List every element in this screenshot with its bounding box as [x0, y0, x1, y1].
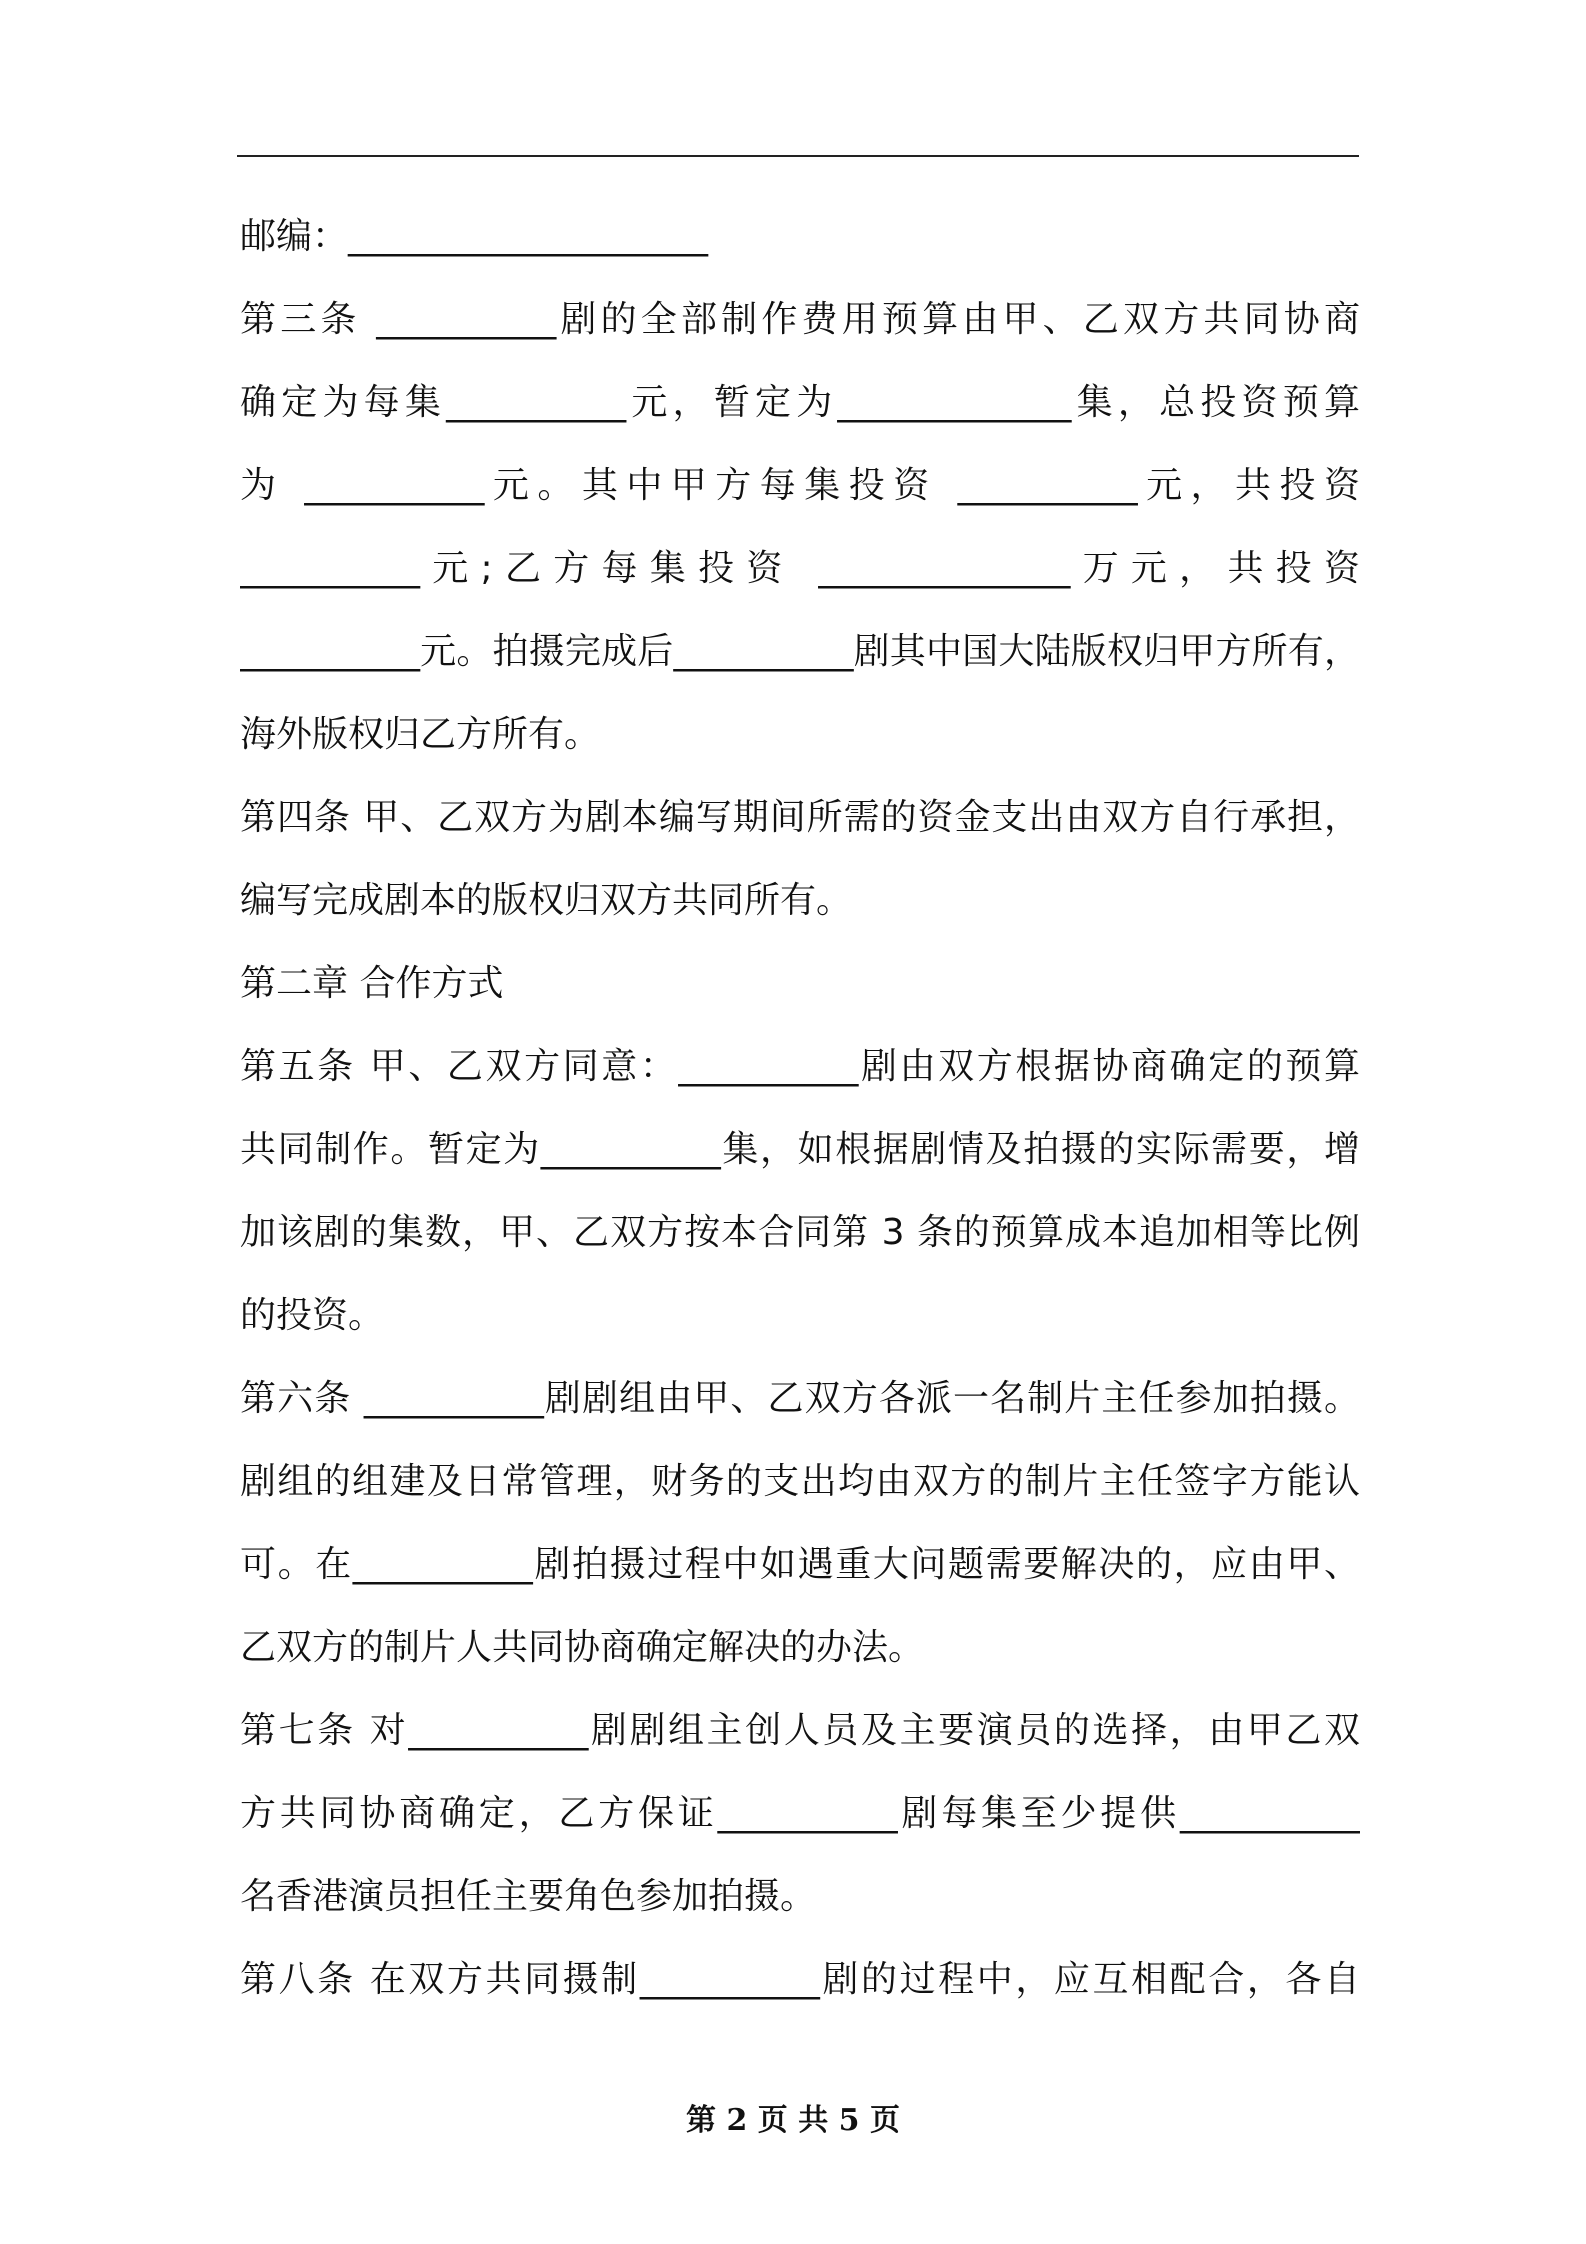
text-line: __________元。拍摄完成后__________剧其中国大陆版权归甲方所有， [240, 631, 1360, 672]
text-line: 可。在__________剧拍摄过程中如遇重大问题需要解决的，应由甲、 [240, 1544, 1360, 1585]
text-line: 共同制作。暂定为__________集，如根据剧情及拍摄的实际需要，增 [240, 1129, 1360, 1170]
chapter-heading: 第二章 合作方式 [240, 963, 504, 1004]
text-line: 邮编：____________________ [240, 216, 709, 257]
text-line: __________元;乙方每集投资 ______________万元，共投资 [240, 548, 1360, 589]
header-rule [237, 155, 1359, 157]
text-line: 第五条 甲、乙双方同意：__________剧由双方根据协商确定的预算 [240, 1046, 1360, 1087]
text-line: 乙双方的制片人共同协商确定解决的办法。 [240, 1627, 925, 1668]
page-number: 第 2 页 共 5 页 [686, 2103, 900, 2138]
text-line: 第三条 __________剧的全部制作费用预算由甲、乙双方共同协商 [240, 299, 1360, 340]
text-line: 的投资。 [240, 1295, 385, 1336]
text-line: 名香港演员担任主要角色参加拍摄。 [240, 1876, 817, 1917]
text-line: 第六条 __________剧剧组由甲、乙双方各派一名制片主任参加拍摄。 [240, 1378, 1360, 1419]
text-line: 方共同协商确定，乙方保证__________剧每集至少提供__________ [240, 1793, 1360, 1834]
text-line: 第八条 在双方共同摄制__________剧的过程中，应互相配合，各自 [240, 1959, 1360, 2000]
text-line: 剧组的组建及日常管理，财务的支出均由双方的制片主任签字方能认 [240, 1461, 1360, 1502]
text-line: 为 __________元。其中甲方每集投资 __________元，共投资 [240, 465, 1360, 506]
text-line: 确定为每集__________元，暂定为_____________集，总投资预算 [240, 382, 1360, 423]
text-line: 编写完成剧本的版权归双方共同所有。 [240, 880, 853, 921]
text-line: 第七条 对__________剧剧组主创人员及主要演员的选择，由甲乙双 [240, 1710, 1360, 1751]
text-line: 加该剧的集数，甲、乙双方按本合同第 3 条的预算成本追加相等比例 [240, 1212, 1360, 1253]
document-body [240, 195, 1360, 2021]
text-line: 第四条 甲、乙双方为剧本编写期间所需的资金支出由双方自行承担， [240, 797, 1360, 838]
text-line: 海外版权归乙方所有。 [240, 714, 601, 755]
